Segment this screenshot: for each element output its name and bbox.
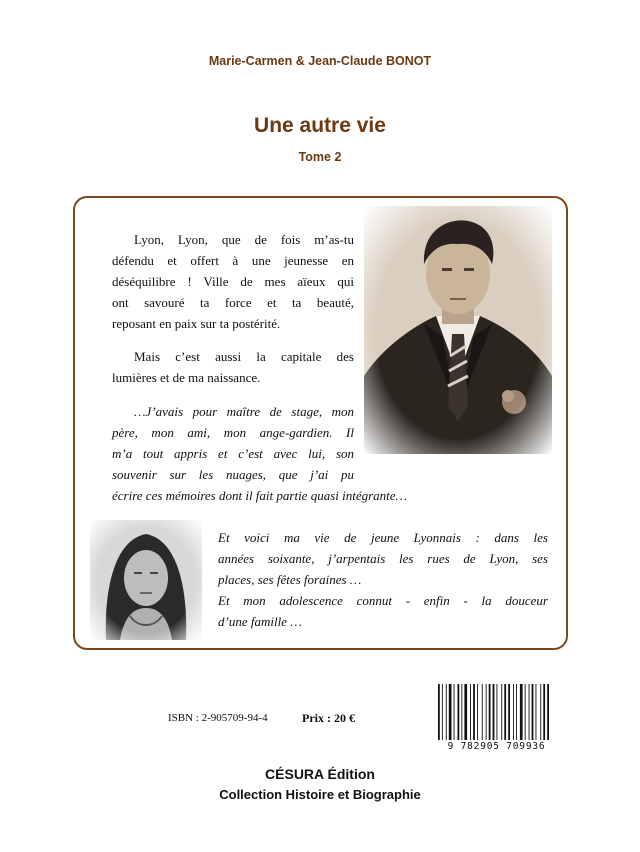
text-line: défendu et offert à une jeunesse en	[112, 253, 354, 268]
barcode-bar	[464, 684, 467, 740]
barcode-bar	[461, 684, 462, 740]
text-line: Et voici ma vie de jeune Lyonnais : dans les	[218, 530, 548, 545]
text-line: père, mon ami, mon ange-gardien. Il	[112, 425, 354, 440]
barcode-bar	[454, 684, 455, 740]
barcode-bar	[540, 684, 541, 740]
text-line: écrire ces mémoires dont il fait partie quasi intégrante…	[112, 488, 408, 503]
barcode-bar	[543, 684, 545, 740]
text-line: ont savouré ta force et ta beauté,	[112, 295, 354, 310]
text-line: Mais c’est aussi la capitale des	[134, 349, 354, 364]
photo-man	[364, 206, 552, 454]
text-line: places, ses fêtes foraines …	[218, 572, 362, 587]
collection: Collection Histoire et Biographie	[219, 787, 421, 802]
barcode-bar	[504, 684, 506, 740]
barcode-bar	[438, 684, 440, 740]
tome-label: Tome 2	[298, 150, 342, 164]
barcode-bar	[489, 684, 491, 740]
barcode-bar	[446, 684, 447, 740]
authors: Marie-Carmen & Jean-Claude BONOT	[208, 54, 432, 68]
barcode-bar	[532, 684, 534, 740]
barcode-bar	[525, 684, 526, 740]
publisher: CÉSURA Édition	[265, 766, 375, 782]
barcode-bar	[458, 684, 460, 740]
barcode-bar	[473, 684, 475, 740]
barcode-bar	[547, 684, 549, 740]
paragraph-capitale	[112, 346, 354, 388]
barcode-bar	[477, 684, 478, 740]
barcode-bar	[520, 684, 523, 740]
barcode-bar	[513, 684, 514, 740]
text-line: …J’avais pour maître de stage, mon	[134, 404, 354, 419]
paragraph-lyon	[112, 229, 354, 334]
text-line: Et mon adolescence connut - enfin - la douceur	[218, 593, 548, 608]
barcode-bar	[501, 684, 502, 740]
text-line: d’une famille …	[218, 614, 302, 629]
barcode-number: 9 782905 709936	[434, 741, 559, 752]
text-line: déséquilibre ! Ville de mes aïeux qui	[112, 274, 354, 289]
price: Prix : 20 €	[302, 711, 355, 725]
barcode-bar	[536, 684, 537, 740]
barcode-bar	[482, 684, 483, 740]
paragraph-jeunesse	[218, 527, 548, 632]
book-title: Une autre vie	[254, 114, 386, 137]
barcode-bar	[497, 684, 498, 740]
barcode-bar	[493, 684, 495, 740]
barcode-bar	[529, 684, 530, 740]
paragraph-stage-end	[112, 485, 472, 506]
text-line: lumières et de ma naissance.	[112, 370, 261, 385]
text-line: années soixante, j’arpentais les rues de Lyon, ses	[218, 551, 548, 566]
barcode-bar	[449, 684, 452, 740]
text-line: Lyon, Lyon, que de fois m’as-tu	[134, 232, 354, 247]
isbn: ISBN : 2-905709-94-4	[168, 712, 268, 724]
barcode-bar	[508, 684, 510, 740]
paragraph-stage	[112, 401, 354, 485]
barcode-bar	[442, 684, 443, 740]
text-line: m’a tout appris et c’est avec lui, son	[112, 446, 354, 461]
barcode-bar	[470, 684, 471, 740]
barcode-bar	[486, 684, 487, 740]
text-line: souvenir sur les nuages, que j’ai pu	[112, 467, 354, 482]
photo-woman	[90, 520, 202, 640]
barcode-bar	[516, 684, 517, 740]
text-line: reposant en paix sur ta postérité.	[112, 316, 281, 331]
